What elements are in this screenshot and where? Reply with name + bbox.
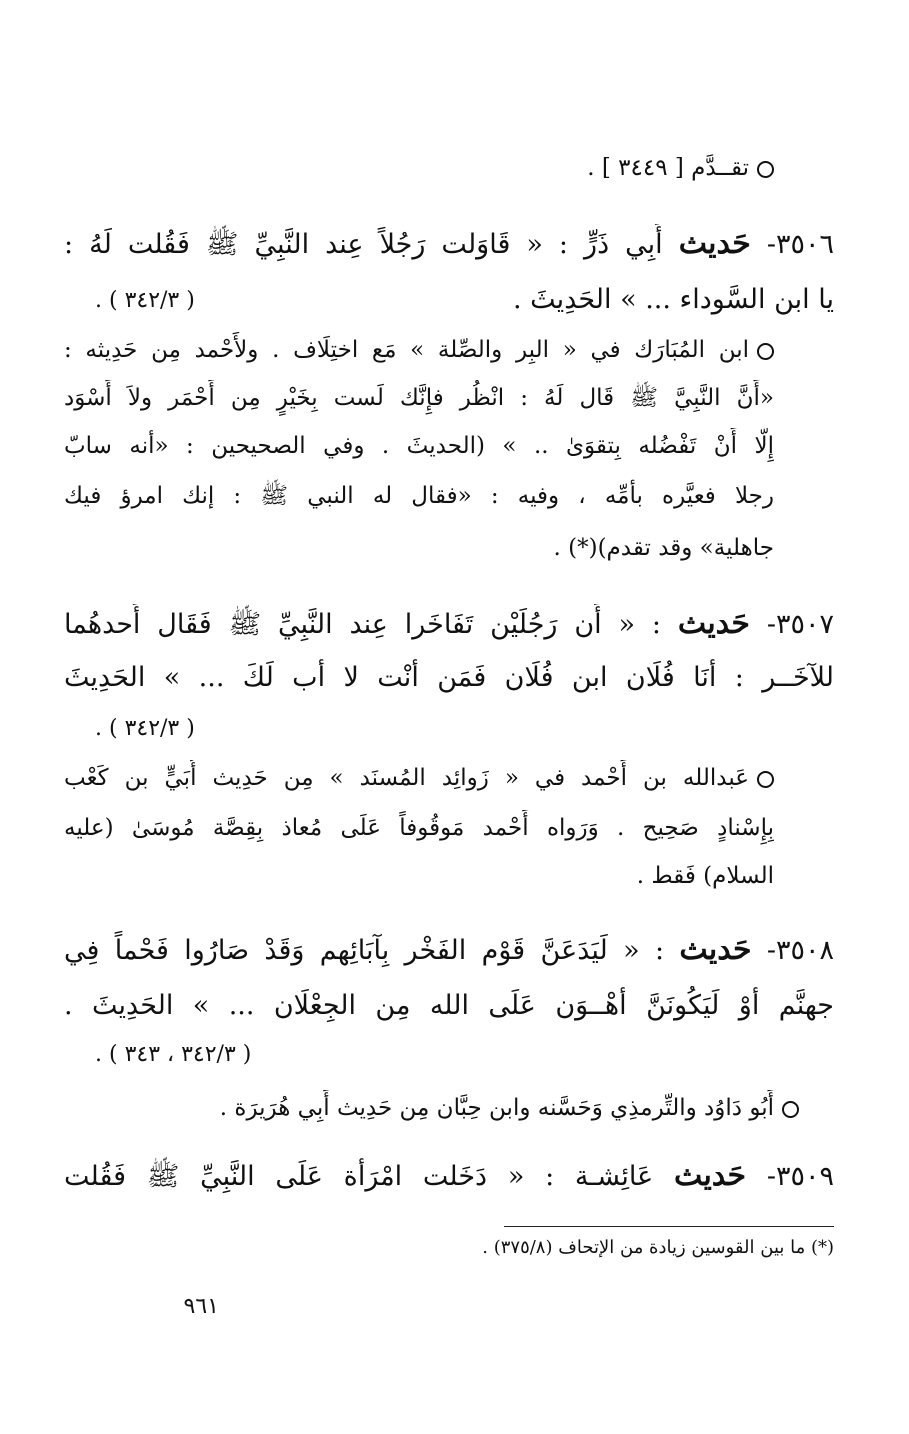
entry-number: ٣٥٠٧- <box>766 609 834 640</box>
entry-3508-line-1: ٣٥٠٨- حَديث : « لَيَدَعَنَّ قَوْم الفَخْر بِآبَائِهم وَقَدْ صَارُوا فَحْماً فِي <box>64 932 834 967</box>
page-number: ٩٦١ <box>183 1294 219 1319</box>
entry-number: ٣٥٠٩- <box>766 1161 834 1192</box>
entry-3506-reference: ( ٣٤٢/٣ ) . <box>95 288 195 313</box>
bullet-circle-icon <box>757 343 774 360</box>
entry-3506-line-2: يا ابن السَّوداء ... » الحَدِيثَ . <box>513 284 834 315</box>
entry-keyword: حَديث <box>678 226 751 261</box>
entry-3506-note-2: «أَنَّ النَّبِيَّ ﷺ قَال لَهُ : انْظُر فإِنَّك لَست بِخَيْرٍ مِن أَحْمَر ولاَ أَسْوَد <box>64 385 774 411</box>
entry-3507-line-2: للآخَــر : أَنَا فُلَان ابن فُلَان فَمَن أَنْت لا أَب لَكَ ... » الحَدِيثَ <box>64 662 834 693</box>
entry-3509-line-1: ٣٥٠٩- حَديث عَائِشـة : « دَخَلت امْرَأة عَلَى النَّبِيِّ ﷺ فَقُلت <box>64 1158 834 1193</box>
entry-3507-note-3: السلام) فَقط . <box>636 863 774 889</box>
footnote-rule <box>504 1226 834 1227</box>
entry-keyword: حَديث <box>677 606 750 641</box>
entry-keyword: حَديث <box>679 932 752 967</box>
entry-keyword: حَديث <box>674 1158 747 1193</box>
entry-3508-note-1: أَبُو دَاوُد والتِّرمذِي وَحَسَّنه وابن حِبَّان مِن حَدِيث أَبِي هُرَيرَة . <box>64 1090 799 1126</box>
bullet-circle-icon <box>757 771 774 788</box>
entry-3508-reference: ( ٣٤٢/٣ ، ٣٤٣ ) . <box>95 1042 252 1067</box>
footnote: (*) ما بين القوسين زيادة من الإتحاف (٣٧٥/٨) . <box>482 1237 834 1258</box>
entry-3507-line-1: ٣٥٠٧- حَديث : « أَن رَجُلَيْن تَفَاخَرا عِند النَّبِيِّ ﷺ فَقَال أَحدهُما <box>64 606 834 641</box>
bullet-circle-icon <box>757 161 774 178</box>
entry-3506-note-1: ابن المُبَارَك في « البِر والصِّلة » مَع اختِلَاف . ولأَحْمد مِن حَدِيثه : <box>64 332 774 368</box>
entry-3507-note-1: عَبدالله بن أَحْمد في « زَوائِد المُسنَد » مِن حَدِيث أُبَيٍّ بن كَعْب <box>64 760 774 796</box>
entry-3506-line-1: ٣٥٠٦- حَديث أَبِي ذَرٍّ : « قَاوَلت رَجُلاً عِند النَّبِيِّ ﷺ فَقُلت لَهُ : <box>64 226 834 261</box>
entry-number: ٣٥٠٦- <box>766 229 834 260</box>
entry-3507-reference: ( ٣٤٢/٣ ) . <box>95 716 195 741</box>
entry-number: ٣٥٠٨- <box>766 935 834 966</box>
entry-3506-note-5: جاهلية» وقد تقدم)(*) . <box>553 535 774 561</box>
entry-3507-note-2: بِإِسْنادٍ صَحِيح . وَرَواه أَحْمد مَوقُوفاً عَلَى مُعاذ بِقِصَّة مُوسَىٰ (عليه <box>64 815 774 841</box>
entry-3506-note-4: رجلا فعيَّره بأمِّه ، وفيه : «فقال له النبي ﷺ : إنك امرؤ فيك <box>64 483 774 509</box>
entry-3508-line-2: جهنَّم أَوْ لَيَكُونَنَّ أَهْــوَن عَلَى الله مِن الجِعْلَان ... » الحَدِيثَ . <box>64 990 834 1021</box>
intro-note: تقــدَّم [ ٣٤٤٩ ] . <box>64 150 774 186</box>
bullet-circle-icon <box>782 1101 799 1118</box>
entry-3506-note-3: إِلَّا أَنْ تَفْضُله بِتقوَىٰ .. » (الحديثَ . وفي الصحيحين : «أنه سابّ <box>64 433 774 459</box>
